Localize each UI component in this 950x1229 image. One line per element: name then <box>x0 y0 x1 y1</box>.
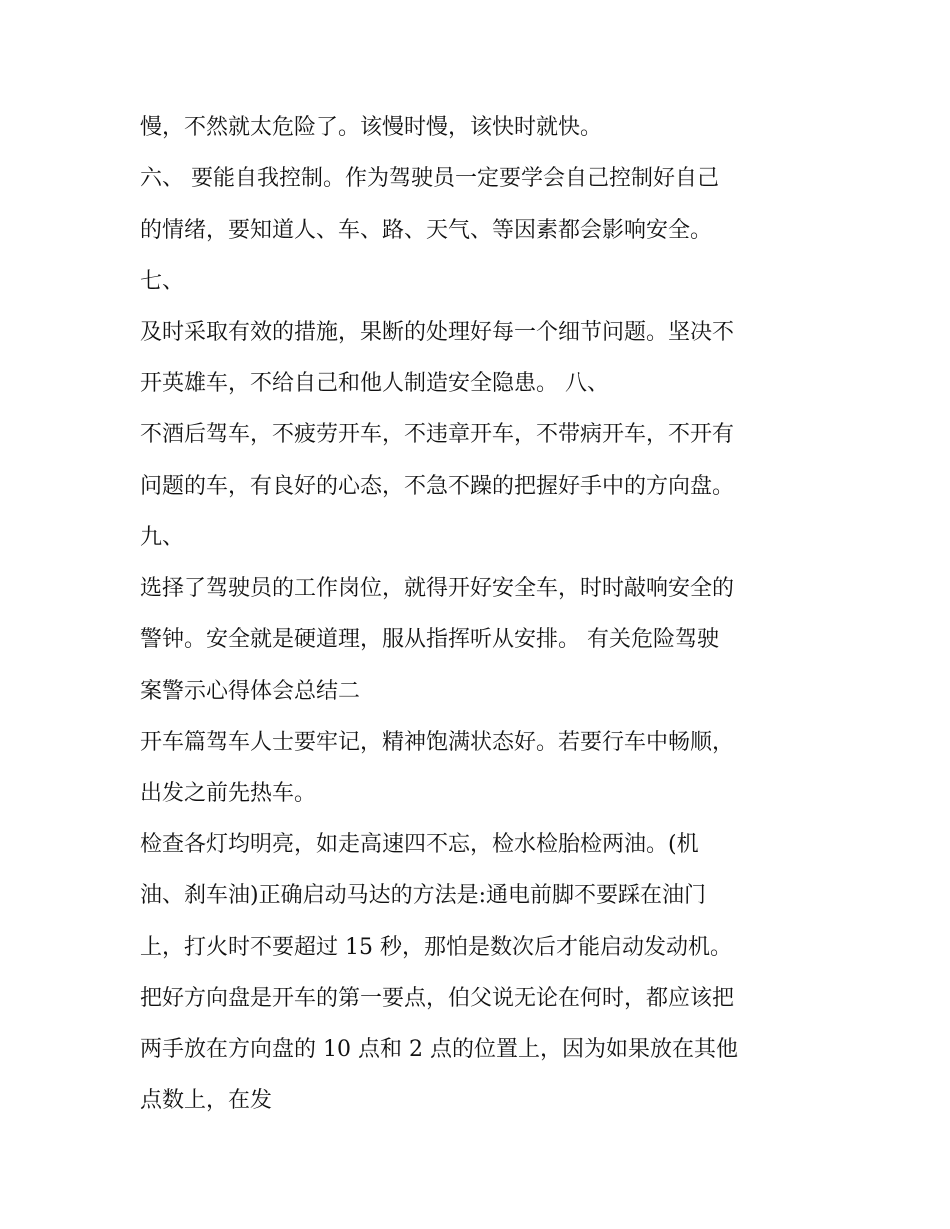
text-line: 六、 要能自我控制。作为驾驶员一定要学会自己控制好自己 <box>140 166 719 191</box>
text-line: 开英雄车，不给自己和他人制造安全隐患。 八、 <box>140 371 609 396</box>
text-line: 七、 <box>140 269 185 294</box>
text-line: 两手放在方向盘的 10 点和 2 点的位置上，因为如果放在其他 <box>140 1037 738 1062</box>
text-line: 选择了驾驶员的工作岗位，就得开好安全车，时时敲响安全的 <box>140 576 735 601</box>
text-line: 把好方向盘是开车的第一要点，伯父说无论在何时，都应该把 <box>140 986 735 1011</box>
text-line: 油、刹车油)正确启动马达的方法是:通电前脚不要踩在油门 <box>140 883 706 908</box>
text-line: 及时采取有效的措施，果断的处理好每一个细节问题。坚决不 <box>140 320 735 345</box>
text-line: 九、 <box>140 525 185 550</box>
text-line: 点数上，在发 <box>140 1088 273 1113</box>
text-line: 的情绪，要知道人、车、路、天气、等因素都会影响安全。 <box>140 218 713 243</box>
text-line: 慢，不然就太危险了。该慢时慢，该快时就快。 <box>140 115 603 140</box>
text-line: 上，打火时不要超过 15 秒，那怕是数次后才能启动发动机。 <box>140 935 732 960</box>
text-line: 警钟。安全就是硬道理，服从指挥听从安排。 有关危险驾驶 <box>140 627 719 652</box>
text-line: 出发之前先热车。 <box>140 781 317 806</box>
text-line: 案警示心得体会总结二 <box>140 679 361 704</box>
text-line: 开车篇驾车人士要牢记，精神饱满状态好。若要行车中畅顺， <box>140 730 735 755</box>
text-line: 检查各灯均明亮，如走高速四不忘，检水检胎检两油。(机 <box>140 832 699 857</box>
text-line: 不酒后驾车，不疲劳开车，不违章开车，不带病开车，不开有 <box>140 422 735 447</box>
text-line: 问题的车，有良好的心态，不急不躁的把握好手中的方向盘。 <box>140 474 735 499</box>
